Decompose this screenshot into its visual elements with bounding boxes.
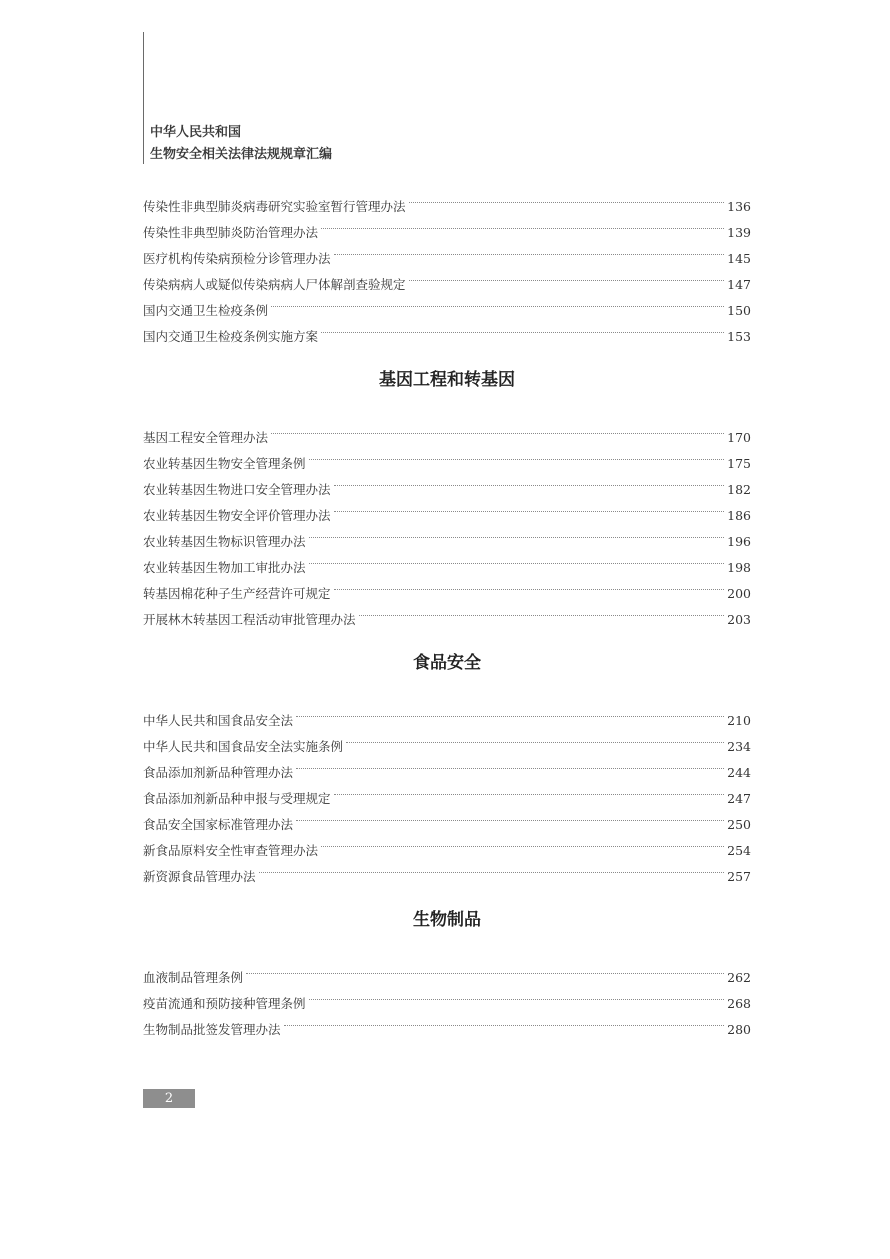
toc-entry-title: 食品安全国家标准管理办法 [143,817,294,832]
header-line-1: 中华人民共和国 [150,125,242,140]
table-of-contents [143,184,751,1037]
dot-leader [334,563,725,590]
toc-entry-page: 234 [727,739,751,754]
dot-leader [296,794,724,821]
page-number: 2 [143,1089,195,1108]
dot-leader [309,511,725,538]
toc-entry-title: 新资源食品管理办法 [143,869,256,884]
toc-entry-title: 国内交通卫生检疫条例实施方案 [143,329,319,344]
dot-leader [334,228,725,255]
toc-entry-page: 186 [727,508,751,523]
section-title: 生物制品 [413,910,481,930]
toc-entry-title: 中华人民共和国食品安全法实施条例 [143,739,344,754]
toc-entry-title: 传染病病人或疑似传染病病人尸体解剖查验规定 [143,277,406,292]
dot-leader [334,485,725,512]
toc-entry-page: 175 [727,456,751,471]
toc-entry-title: 血液制品管理条例 [143,970,244,985]
toc-entry-title: 农业转基因生物加工审批办法 [143,560,306,575]
header-rule [143,32,144,164]
toc-entry-page: 244 [727,765,751,780]
toc-entry-page: 200 [727,586,751,601]
toc-entry-page: 210 [727,713,751,728]
toc-entry-page: 203 [727,612,751,627]
toc-entry-title: 中华人民共和国食品安全法 [143,713,294,728]
toc-entry-title: 农业转基因生物安全管理条例 [143,456,306,471]
toc-entry-title: 开展林木转基因工程活动审批管理办法 [143,612,356,627]
toc-entry-title: 新食品原料安全性审查管理办法 [143,843,319,858]
dot-leader [271,407,724,434]
toc-entry-page: 262 [727,970,751,985]
section-title: 基因工程和转基因 [379,370,515,390]
toc-entry-page: 153 [727,329,751,344]
toc-entry-page: 150 [727,303,751,318]
dot-leader [321,820,724,847]
dot-leader [334,459,725,486]
toc-entry-page: 182 [727,482,751,497]
toc-entry-title: 农业转基因生物标识管理办法 [143,534,306,549]
toc-entry-page: 145 [727,251,751,266]
dot-leader [271,280,724,307]
dot-leader [359,589,725,616]
toc-entry-page: 280 [727,1022,751,1037]
dot-leader [246,947,724,974]
section-title: 食品安全 [413,653,481,673]
dot-leader [284,999,725,1026]
toc-entry-page: 139 [727,225,751,240]
dot-leader [296,690,724,717]
toc-entry-title: 国内交通卫生检疫条例 [143,303,269,318]
dot-leader [309,433,725,460]
toc-entry-page: 196 [727,534,751,549]
dot-leader [409,254,725,281]
toc-entry-title: 生物制品批签发管理办法 [143,1022,281,1037]
dot-leader [259,846,725,873]
dot-leader [409,176,725,203]
toc-entry-title: 传染性非典型肺炎病毒研究实验室暂行管理办法 [143,199,406,214]
dot-leader [346,716,724,743]
toc-entry-title: 传染性非典型肺炎防治管理办法 [143,225,319,240]
toc-entry-page: 250 [727,817,751,832]
dot-leader [309,537,725,564]
toc-entry-title: 转基因棉花种子生产经营许可规定 [143,586,331,601]
toc-entry-title: 疫苗流通和预防接种管理条例 [143,996,306,1011]
dot-leader [321,202,724,229]
dot-leader [321,306,724,333]
toc-entry-page: 247 [727,791,751,806]
toc-entry-page: 257 [727,869,751,884]
toc-entry-page: 254 [727,843,751,858]
toc-entry-title: 农业转基因生物进口安全管理办法 [143,482,331,497]
toc-entry-page: 170 [727,430,751,445]
header-line-2: 生物安全相关法律法规规章汇编 [150,147,333,162]
toc-entry-title: 食品添加剂新品种申报与受理规定 [143,791,331,806]
dot-leader [296,742,724,769]
toc-entry-page: 147 [727,277,751,292]
toc-entry-title: 食品添加剂新品种管理办法 [143,765,294,780]
toc-entry-title: 基因工程安全管理办法 [143,430,269,445]
dot-leader [334,768,725,795]
toc-entry-page: 136 [727,199,751,214]
toc-entry-page: 198 [727,560,751,575]
toc-entry-page: 268 [727,996,751,1011]
dot-leader [309,973,725,1000]
book-header [150,122,332,166]
toc-entry-title: 医疗机构传染病预检分诊管理办法 [143,251,331,266]
toc-entry-title: 农业转基因生物安全评价管理办法 [143,508,331,523]
